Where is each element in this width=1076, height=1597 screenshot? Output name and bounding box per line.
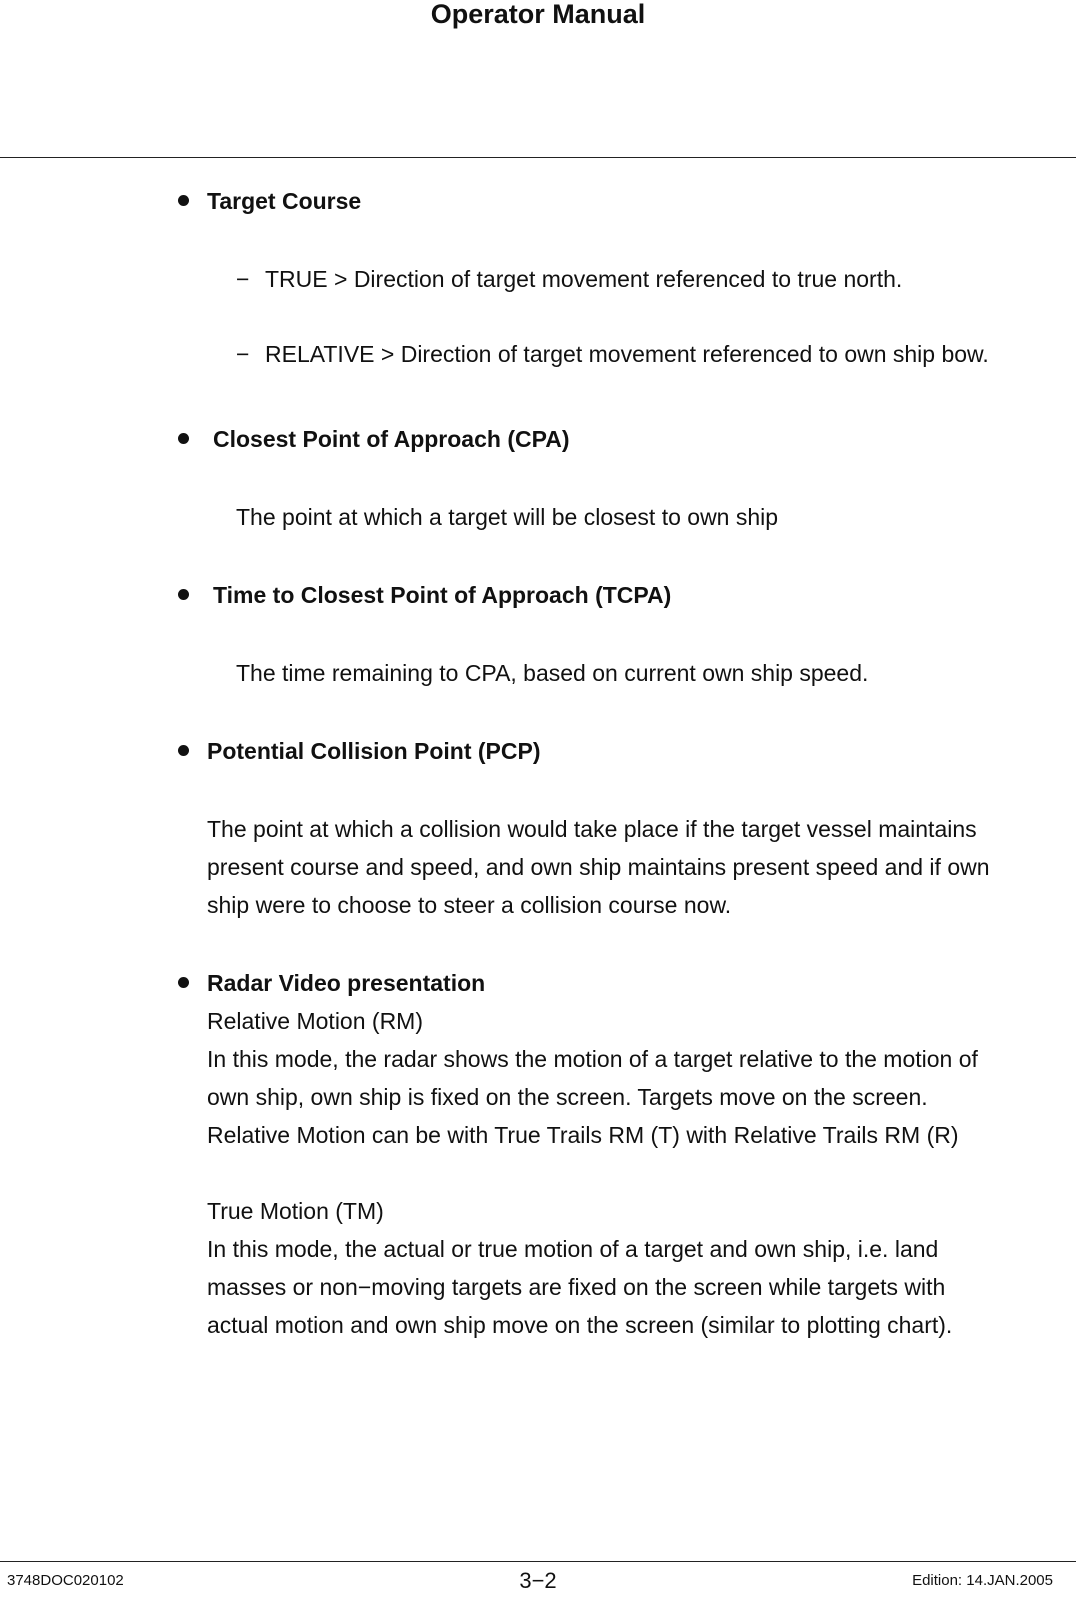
radar-tm-line-3: actual motion and own ship move on the screen (similar to plotting chart). xyxy=(207,1312,953,1338)
radar-tm-title: True Motion (TM) xyxy=(207,1198,384,1224)
pcp-line-3: ship were to choose to steer a collision course now. xyxy=(207,892,732,918)
radar-rm-line-1: In this mode, the radar shows the motion of a target relative to the motion of xyxy=(207,1046,978,1072)
radar-tm-line-2: masses or non−moving targets are fixed on the screen while targets with xyxy=(207,1274,946,1300)
radar-rm-line-3: Relative Motion can be with True Trails RM (T) with Relative Trails RM (R) xyxy=(207,1122,959,1148)
bullet-icon xyxy=(178,589,189,600)
footer-edition: Edition: 14.JAN.2005 xyxy=(912,1572,1053,1589)
dash-icon: − xyxy=(236,266,250,292)
bullet-icon xyxy=(178,195,189,206)
pcp-line-1: The point at which a collision would take place if the target vessel maintains xyxy=(207,816,977,842)
dash-icon: − xyxy=(236,341,250,367)
target-course-true: TRUE > Direction of target movement referenced to true north. xyxy=(265,266,903,292)
section-heading-radar-video: Radar Video presentation xyxy=(207,970,486,996)
cpa-description: The point at which a target will be closest to own ship xyxy=(236,504,779,530)
bullet-icon xyxy=(178,745,189,756)
footer-divider xyxy=(0,1561,1076,1562)
section-heading-target-course: Target Course xyxy=(207,188,362,214)
footer-doc-id: 3748DOC020102 xyxy=(7,1572,124,1589)
bullet-icon xyxy=(178,433,189,444)
bullet-icon xyxy=(178,977,189,988)
radar-tm-line-1: In this mode, the actual or true motion of a target and own ship, i.e. land xyxy=(207,1236,939,1262)
target-course-relative: RELATIVE > Direction of target movement referenced to own ship bow. xyxy=(265,341,989,367)
tcpa-description: The time remaining to CPA, based on current own ship speed. xyxy=(236,660,869,686)
section-heading-pcp: Potential Collision Point (PCP) xyxy=(207,738,541,764)
section-heading-tcpa: Time to Closest Point of Approach (TCPA) xyxy=(213,582,672,608)
radar-rm-title: Relative Motion (RM) xyxy=(207,1008,423,1034)
footer-page-number: 3−2 xyxy=(519,1568,557,1593)
page-header-title: Operator Manual xyxy=(430,0,646,29)
section-heading-cpa: Closest Point of Approach (CPA) xyxy=(213,426,570,452)
header-divider xyxy=(0,157,1076,158)
pcp-line-2: present course and speed, and own ship maintains present speed and if own xyxy=(207,854,990,880)
radar-rm-line-2: own ship, own ship is fixed on the screen. Targets move on the screen. xyxy=(207,1084,928,1110)
